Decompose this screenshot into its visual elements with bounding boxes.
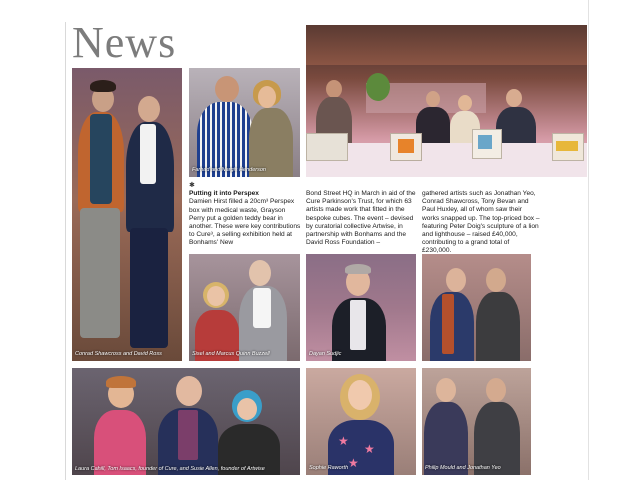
photo-caption: Philip Mould and Jonathan Yeo bbox=[425, 465, 501, 471]
article-headline: Putting it into Perspex bbox=[189, 190, 259, 198]
article-text-col2: Bond Street HQ in March in aid of the Cure Parkinson's Trust, for which 63 artists made work that fitted in the bespoke cubes. The event – devised by curatorial collective Artwise, in partnership with Bonhams and the David Ross Foundation – bbox=[306, 190, 416, 247]
photo-caption: Conrad Shawcross and David Ross bbox=[75, 351, 162, 357]
article-text-col3: gathered artists such as Jonathan Yeo, Conrad Shawcross, Tony Bevan and Paul Huxley, all of whom saw their works snapped up. The top-priced box – featuring Peter Doig's sculpture of a lion and lighthouse – raised £40,000, contributing to a grand total of £230,000. bbox=[422, 190, 540, 255]
photo-caption: Laura Cahill, Tom Isaacs, founder of Cure, and Susie Allen, founder of Artwise bbox=[75, 466, 265, 472]
photo-mould-yeo-pair bbox=[422, 254, 531, 361]
photo-sudjic bbox=[306, 254, 416, 361]
star-icon: ✱ bbox=[189, 182, 195, 189]
photo-sisel-marcus bbox=[189, 254, 300, 361]
page-margin-rule bbox=[65, 22, 66, 480]
photo-shawcross-ross bbox=[72, 68, 182, 361]
photo-caption: Sisel and Marcus Quinn Buzzell bbox=[192, 351, 270, 357]
photo-gallery-room bbox=[306, 25, 587, 177]
article-column-1 bbox=[189, 182, 301, 248]
page-edge-rule bbox=[588, 0, 589, 480]
page-title: News bbox=[72, 18, 177, 67]
article-column-2 bbox=[306, 190, 418, 247]
photo-raworth: ★ ★ ★ Sophie Raworth bbox=[306, 368, 416, 475]
photo-caption: Sophie Raworth bbox=[309, 465, 349, 471]
article-column-3 bbox=[422, 190, 540, 256]
photo-caption: Dayan Sudjic bbox=[309, 351, 342, 357]
photo-cahill-isaacs-allen bbox=[72, 368, 300, 475]
photo-caption: Farhad and Nargis Henderson bbox=[192, 167, 266, 173]
photo-mould-yeo bbox=[422, 368, 531, 475]
photo-henderson-couple bbox=[189, 68, 300, 177]
article-text-col1: Damien Hirst filled a 20cm³ Perspex box with medical waste, Grayson Perry put a golden teddy bear in another. These were key contributions to Cure³, a selling exhibition held at Bonhams' New bbox=[189, 198, 301, 247]
